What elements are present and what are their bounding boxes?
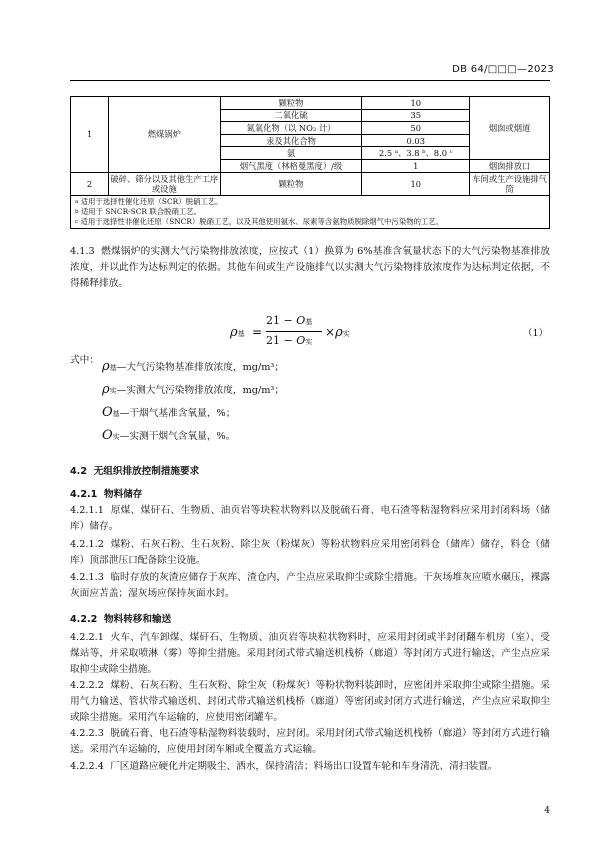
- clause-4-1-3: [70, 244, 550, 292]
- pollutant: 氮氧化物（以 NO₂ 计）: [220, 122, 362, 135]
- table-row: [71, 97, 550, 110]
- limit-value: 2.5 ᵃ、3.8 ᵇ、8.0 ᶜ: [362, 147, 470, 160]
- page-number: 4: [544, 806, 550, 816]
- pollutant: 汞及其化合物: [220, 134, 362, 147]
- monitoring-location: 烟囱或烟道: [470, 97, 550, 160]
- pollutant: 烟气黑度（林格曼黑度）/级: [220, 159, 362, 172]
- clause-4-2-2-2: 4.2.2.2 煤粉、石灰石粉、生石灰粉、除尘灰（粉煤灰）等粉状物料装卸时，应密闭并采取抑尘或除尘措施。采用气力输送、管状带式输送机、封闭式带式输送机栈桥（廊道）等密闭或封闭方式进行输送，产尘点应采取抑尘或除尘措施。采用汽车运输的，应使用密闭罐车。: [70, 680, 550, 723]
- clause-4-2-2-3: 4.2.2.3 脱硫石膏、电石渣等粘湿物料装载时，应封闭。采用封闭式带式输送机栈桥（廊道）等封闭方式进行输送。采用汽车运输的，应使用封闭车厢或全覆盖方式运输。: [70, 728, 550, 755]
- formula-numerator: 21 − O基: [266, 314, 313, 327]
- clause-4-2-1-1: 4.2.1.1 原煤、煤矸石、生物质、油页岩等块粒状物料以及脱硫石膏、电石渣等粘湿物料应采用封闭料场（储库）储存。: [70, 505, 550, 532]
- limit-value: 10: [362, 172, 470, 195]
- monitoring-location: 车间或生产设施排气筒: [470, 172, 550, 195]
- note-c: $^c$ 适用于选择性非催化还原（SNCR）脱硝工艺，以及其他使用氨水、尿素等含氨物质脱除烟气中污染物的工艺。: [75, 216, 444, 226]
- limit-value: 35: [362, 109, 470, 122]
- clause-text: 燃煤锅炉的实测大气污染物排放浓度，应按式（1）换算为 6%基准含氧量状态下的大气污染物基准排放浓度，并以此作为达标判定的依据。其他车间或生产设施排气以实测大气污染物排放浓度作为达标判定依据，不得稀释排放。: [70, 246, 550, 289]
- pollutant: 颗粒物: [220, 97, 362, 110]
- heading-4-2: 4.2 无组织排放控制措施要求: [70, 466, 200, 477]
- note-b: $^b$ 适用于 SNCR-SCR 联合脱硝工艺。: [75, 206, 202, 216]
- document-code: DB 64/□□□—2023: [452, 64, 554, 75]
- table-row: [71, 172, 550, 195]
- formula-denominator: 21 − O实: [266, 334, 313, 347]
- pollution-source: 破碎、筛分以及其他生产工序或设施: [110, 173, 219, 194]
- row-number: 1: [71, 97, 109, 173]
- definition-item: O基—干烟气基准含氧量，%；: [102, 405, 236, 420]
- limit-value: 10: [362, 97, 470, 110]
- where-lead: 式中：: [70, 355, 100, 366]
- table-notes-row: [71, 195, 550, 229]
- limit-value: 1: [362, 159, 470, 172]
- table-notes: [71, 195, 550, 229]
- symbol-definitions: [102, 356, 284, 448]
- limit-value: 50: [362, 122, 470, 135]
- pollutant: 氨: [220, 147, 362, 160]
- formula-1: ρ基 = 21 − O基 21 − O实 ×ρ实: [230, 314, 350, 347]
- heading-4-2-2: 4.2.2 物料转移和输送: [70, 614, 172, 625]
- limit-value: 0.03: [362, 134, 470, 147]
- clause-4-2-2-1: 4.2.2.1 火车、汽车卸煤、煤矸石、生物质、油页岩等块粒状物料时，应采用封闭或半封闭翻车机房（室）、受煤站等，并采取喷淋（雾）等抑尘措施。采用封闭式带式输送机栈桥（廊道）等封闭方式进行输送，产尘点应采取抑尘或除尘措施。: [70, 632, 550, 675]
- row-number: 2: [71, 172, 109, 195]
- pollutant: 颗粒物: [220, 172, 362, 195]
- clause-number: 4.1.3: [70, 246, 95, 257]
- fraction-bar: [266, 331, 322, 332]
- emission-limit-table: [70, 96, 550, 229]
- formula-number: （1）: [522, 328, 548, 339]
- heading-4-2-1: 4.2.1 物料储存: [70, 489, 143, 500]
- clause-4-2-1-2: 4.2.1.2 煤粉、石灰石粉、生石灰粉、除尘灰（粉煤灰）等粉状物料应采用密闭料仓（储库）储存，料仓（储库）顶部泄压口配备除尘设施。: [70, 539, 550, 566]
- note-a: $^a$ 适用于选择性催化还原（SCR）脱硝工艺。: [75, 196, 223, 206]
- definition-item: O实—实测干烟气含氧量，%。: [102, 428, 236, 443]
- pollution-source: 燃煤锅炉: [108, 97, 220, 173]
- definition-item: ρ实—实测大气污染物排放浓度，mg/m³；: [102, 382, 285, 397]
- clause-4-2-1-3: 4.2.1.3 临时存放的灰渣应储存于灰库、渣仓内，产尘点应采取抑尘或除尘措施。干灰场堆灰应喷水碾压，裸露灰面应苫盖；湿灰场应保持灰面水封。: [70, 572, 550, 599]
- pollutant: 二氧化硫: [220, 109, 362, 122]
- clause-4-2-2-4: 4.2.2.4 厂区道路应硬化并定期吸尘、洒水，保持清洁；料场出口设置车轮和车身清洗、清扫装置。: [70, 761, 498, 772]
- header-rule: [70, 80, 550, 81]
- definition-item: ρ基—大气污染物基准排放浓度，mg/m³；: [102, 359, 285, 374]
- monitoring-location: 烟囱排放口: [470, 159, 550, 172]
